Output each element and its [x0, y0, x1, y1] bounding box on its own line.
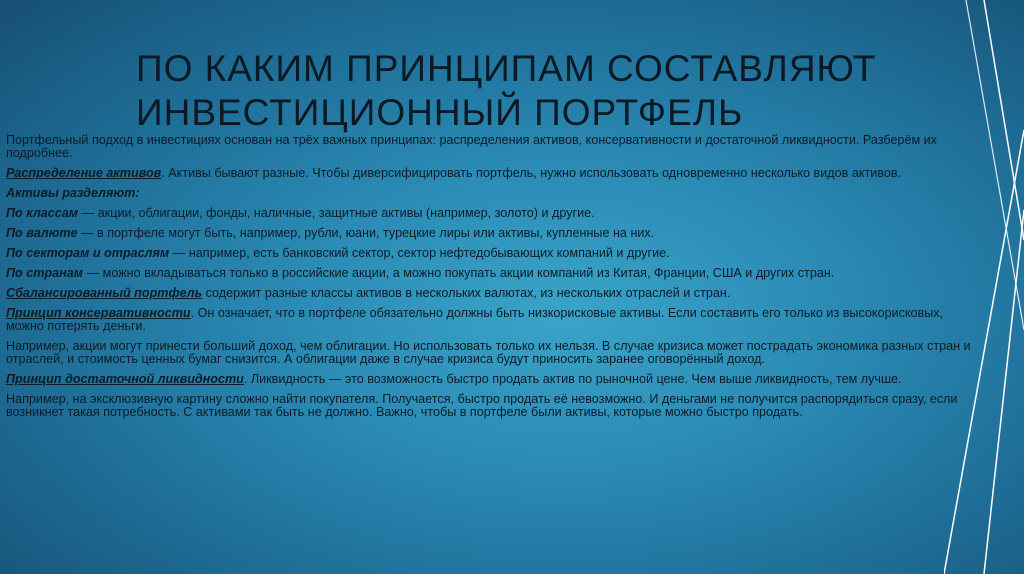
liquidity-paragraph: [6, 373, 981, 386]
balanced-term: Сбалансированный портфель: [6, 286, 203, 300]
balanced-paragraph: [6, 287, 981, 300]
example-stocks-paragraph: Например, акции могут принести больший доход, чем облигации. Но использовать только их нельзя. В случае кризиса может пострадать экономика разных стран и отраслей, и стоимость ценных бумаг снизится. А облигации даже в случае кризиса будут приносить заранее оговорённый доход.: [6, 339, 971, 366]
slide-title-line-2: ИНВЕСТИЦИОННЫЙ ПОРТФЕЛЬ: [136, 91, 744, 133]
by-currency-paragraph: [6, 227, 981, 240]
divide-heading: Активы разделяют:: [6, 186, 140, 200]
by-class-term: По классам: [6, 206, 79, 220]
intro-paragraph: Портфельный подход в инвестициях основан на трёх важных принципах: распределения активов, консервативности и достаточной ликвидности. Разберём их подробнее.: [6, 133, 937, 160]
by-class-paragraph: [6, 207, 981, 220]
distribution-text: . Активы бывают разные. Чтобы диверсифицировать портфель, нужно использовать одновременно несколько видов активов.: [161, 166, 902, 180]
distribution-term: Распределение активов: [6, 166, 162, 180]
slide-title-line-1: ПО КАКИМ ПРИНЦИПАМ СОСТАВЛЯЮТ: [136, 47, 877, 89]
by-country-term: По странам: [6, 266, 84, 280]
conservative-term: Принцип консервативности: [6, 306, 191, 320]
slide-body: [6, 134, 981, 426]
distribution-paragraph: [6, 167, 981, 180]
example-painting-paragraph: Например, на эксклюзивную картину сложно найти покупателя. Получается, быстро продать её невозможно. И деньгами не получится распорядиться сразу, если возникнет такая потребность. С активами так быть не должно. Важно, чтобы в портфеле были активы, которые можно быстро продать.: [6, 392, 958, 419]
by-currency-text: — в портфеле могут быть, например, рубли, юани, турецкие лиры или активы, купленные на них.: [77, 226, 655, 240]
by-country-paragraph: [6, 267, 981, 280]
liquidity-term: Принцип достаточной ликвидности: [6, 372, 244, 386]
conservative-paragraph: [6, 307, 981, 333]
by-sector-paragraph: [6, 247, 981, 260]
by-class-text: — акции, облигации, фонды, наличные, защитные активы (например, золото) и другие.: [78, 206, 595, 220]
by-country-text: — можно вкладываться только в российские акции, а можно покупать акции компаний из Китая, Франции, США и других стран.: [83, 266, 835, 280]
by-sector-text: — например, есть банковский сектор, сектор нефтедобывающих компаний и другие.: [169, 246, 670, 260]
by-sector-term: По секторам и отраслям: [6, 246, 170, 260]
slide-title: [136, 47, 956, 135]
balanced-text: содержит разные классы активов в нескольких валютах, из нескольких отраслей и стран.: [202, 286, 731, 300]
by-currency-term: По валюте: [6, 226, 78, 240]
liquidity-text: . Ликвидность — это возможность быстро продать актив по рыночной цене. Чем выше ликвидность, тем лучше.: [243, 372, 902, 386]
conservative-text: . Он означает, что в портфеле обязательно должны быть низкорисковые активы. Если составить его только из высокорисковых, можно потерять деньги.: [6, 306, 944, 333]
